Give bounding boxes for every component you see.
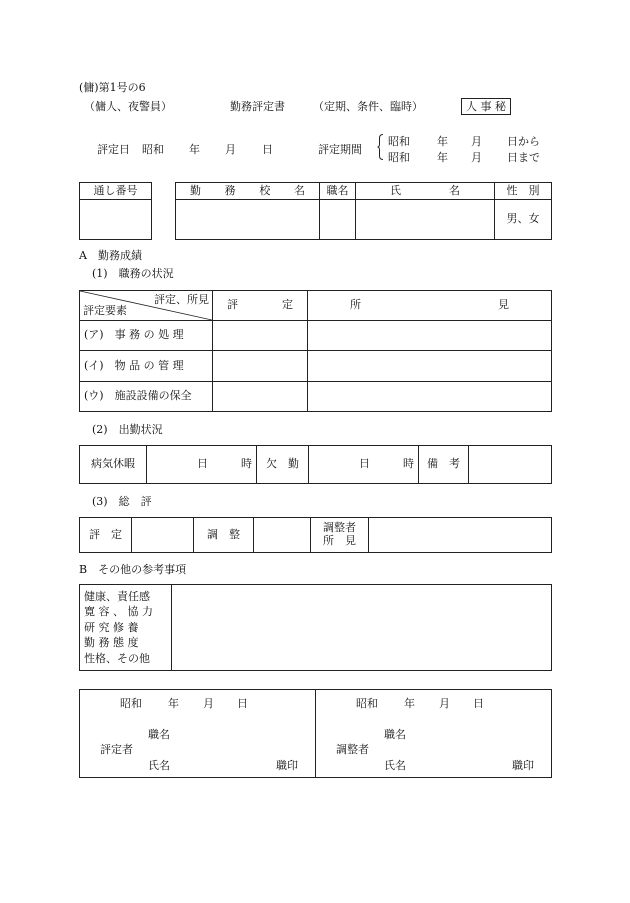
remark-char: 見 — [498, 298, 509, 312]
evaluation-field[interactable] — [213, 351, 308, 382]
evaluator-label: 評定者 — [100, 743, 133, 756]
overall-heading: (3) 総 評 — [92, 495, 152, 508]
eval-char: 評 — [227, 298, 238, 312]
notes-label: 備 考 — [419, 446, 469, 484]
evaluator-signature[interactable] — [80, 690, 316, 778]
sig-seal: 職印 — [276, 759, 298, 772]
adjuster-opinion-field[interactable] — [369, 518, 552, 553]
diagonal-header-cell — [80, 291, 213, 321]
sig-post: 職名 — [384, 728, 406, 741]
period-to-month: 月 — [471, 151, 482, 164]
adjuster-opinion-label — [311, 518, 369, 553]
identity-table — [175, 182, 552, 240]
attendance-table — [79, 445, 552, 484]
period-to-era: 昭和 — [388, 151, 410, 164]
opinion-label: 所 見 — [323, 534, 356, 547]
absence-label: 欠 勤 — [257, 446, 309, 484]
sig-day: 日 — [237, 697, 248, 710]
sex-field[interactable]: 男、女 — [495, 200, 552, 240]
name-char: 名 — [449, 183, 460, 197]
row-label: (イ) 物 品 の 管 理 — [80, 351, 213, 382]
form-target: （傭人、夜警員） — [84, 100, 172, 113]
sick-leave-field[interactable] — [147, 446, 257, 484]
diag-top-label: 評定、所見 — [154, 293, 209, 306]
sig-seal: 職印 — [512, 759, 534, 772]
remarks-field[interactable] — [308, 351, 552, 382]
evaluation-header — [213, 291, 308, 321]
school-char: 勤 — [190, 183, 201, 197]
signature-table — [79, 689, 552, 778]
eval-date-day: 日 — [262, 143, 273, 156]
serial-number-table — [79, 182, 152, 240]
adjust-field[interactable] — [254, 518, 311, 553]
school-name-header — [176, 183, 320, 200]
evaluation-field[interactable] — [213, 382, 308, 412]
sig-year: 年 — [168, 697, 179, 710]
serial-number-field[interactable] — [80, 200, 152, 240]
period-from-era: 昭和 — [388, 135, 410, 148]
evaluation-kind: （定期、条件、臨時） — [313, 100, 423, 113]
remarks-field[interactable] — [308, 321, 552, 351]
remark-char: 所 — [350, 298, 361, 312]
reference-table — [79, 584, 552, 671]
sig-month: 月 — [203, 697, 214, 710]
sex-header: 性 別 — [495, 183, 552, 200]
eval-char: 定 — [282, 298, 293, 312]
row-label: (ア) 事 務 の 処 理 — [80, 321, 213, 351]
sig-era: 昭和 — [120, 697, 142, 710]
rating-label: 評 定 — [80, 518, 132, 553]
row-label: (ウ) 施設設備の保全 — [80, 382, 213, 412]
hour-unit: 時 — [241, 457, 252, 471]
period-from-month: 月 — [471, 135, 482, 148]
name-field[interactable] — [356, 200, 495, 240]
reference-labels — [80, 585, 172, 671]
section-a-title: A 勤務成績 — [79, 249, 142, 262]
school-char: 名 — [293, 183, 305, 197]
duty-status-heading: (1) 職務の状況 — [92, 267, 174, 280]
reference-line: 寛 容 、 協 力 — [84, 605, 153, 619]
absence-field[interactable] — [309, 446, 419, 484]
reference-field[interactable] — [172, 585, 552, 671]
remarks-header — [308, 291, 552, 321]
sig-era: 昭和 — [356, 697, 378, 710]
adjuster-label: 調整者 — [323, 521, 356, 535]
eval-date-label: 評定日 — [97, 143, 130, 156]
sig-month: 月 — [439, 697, 450, 710]
sick-leave-label: 病気休暇 — [80, 446, 147, 484]
adjuster-signature[interactable] — [316, 690, 552, 778]
post-field[interactable] — [320, 200, 356, 240]
rating-field[interactable] — [132, 518, 194, 553]
document-title: 勤務評定書 — [230, 100, 285, 113]
section-b-title: B その他の参考事項 — [79, 563, 187, 576]
period-brace — [377, 134, 384, 160]
sig-name: 氏名 — [384, 759, 406, 772]
day-unit: 日 — [359, 457, 370, 471]
eval-date-month: 月 — [225, 143, 236, 156]
confidential-stamp: 人 事 秘 — [461, 98, 511, 115]
period-from-suffix: 日から — [507, 135, 540, 148]
hour-unit: 時 — [403, 457, 414, 471]
attendance-heading: (2) 出勤状況 — [92, 423, 163, 436]
post-header: 職名 — [320, 183, 356, 200]
evaluation-field[interactable] — [213, 321, 308, 351]
overall-table — [79, 517, 552, 553]
reference-line: 勤 務 態 度 — [84, 636, 139, 650]
eval-period-label: 評定期間 — [318, 143, 362, 156]
sig-post: 職名 — [148, 728, 170, 741]
school-char: 校 — [259, 183, 271, 197]
period-to-suffix: 日まで — [507, 151, 540, 164]
sig-year: 年 — [404, 697, 415, 710]
sig-name: 氏名 — [148, 759, 170, 772]
eval-date-year: 年 — [189, 143, 200, 156]
period-to-year: 年 — [437, 151, 448, 164]
adjuster-sig-label: 調整者 — [336, 743, 369, 756]
form-number: (傭)第1号の6 — [79, 81, 146, 94]
name-header — [356, 183, 495, 200]
name-char: 氏 — [390, 183, 401, 197]
period-from-year: 年 — [437, 135, 448, 148]
notes-field[interactable] — [469, 446, 552, 484]
school-char: 務 — [224, 183, 236, 197]
eval-date-era: 昭和 — [142, 143, 164, 156]
reference-line: 健康、責任感 — [84, 590, 150, 604]
adjust-label: 調 整 — [194, 518, 254, 553]
school-name-field[interactable] — [176, 200, 320, 240]
duty-status-table — [79, 290, 552, 412]
day-unit: 日 — [197, 457, 208, 471]
serial-number-label: 通し番号 — [80, 183, 152, 200]
reference-line: 研 究 修 養 — [84, 620, 139, 634]
reference-line: 性格、その他 — [84, 651, 150, 665]
diag-bottom-label: 評定要素 — [83, 304, 127, 318]
remarks-field[interactable] — [308, 382, 552, 412]
sig-day: 日 — [473, 697, 484, 710]
